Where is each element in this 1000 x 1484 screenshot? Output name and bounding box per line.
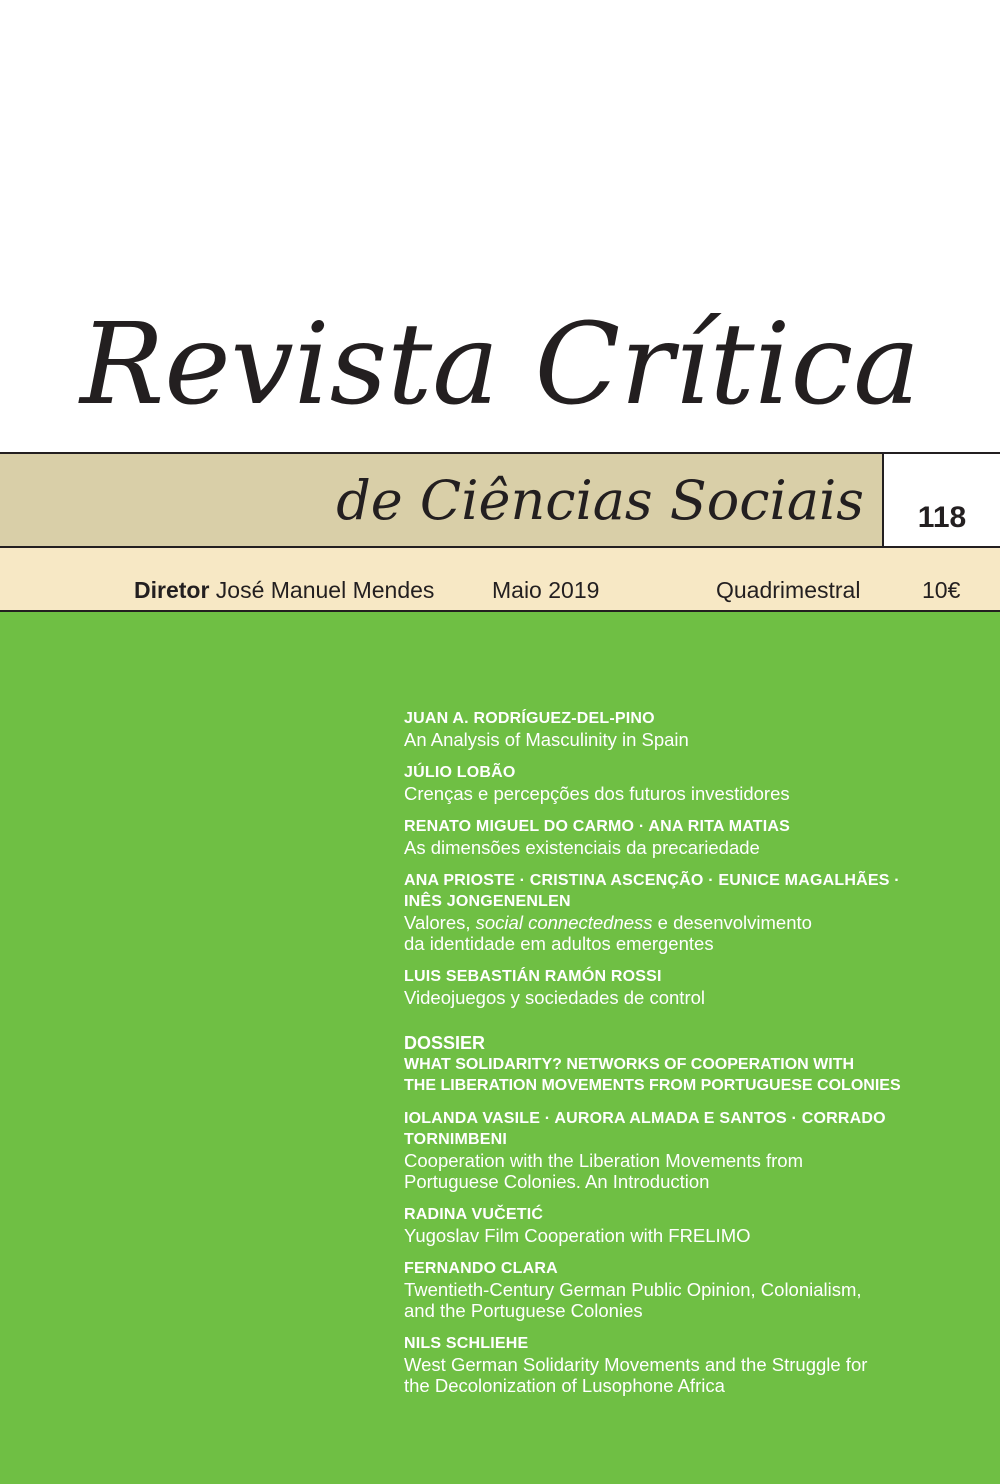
price: 10€ <box>922 577 961 603</box>
info-bar <box>0 548 1000 612</box>
toc-entry <box>404 966 964 1008</box>
toc-entry <box>404 1204 964 1246</box>
director-name: José Manuel Mendes <box>215 577 435 603</box>
article-author: JÚLIO LOBÃO <box>404 764 516 781</box>
director-credit <box>134 576 434 604</box>
article-author: RADINA VUČETIĆ <box>404 1206 544 1223</box>
article-author: ANA PRIOSTE · CRISTINA ASCENÇÃO · EUNICE MAGALHÃES · <box>404 872 900 889</box>
article-title: As dimensões existenciais da precariedade <box>404 837 760 858</box>
subtitle-band <box>0 452 882 548</box>
article-title: Videojuegos y sociedades de control <box>404 987 706 1008</box>
journal-title: Revista Crítica <box>80 300 920 430</box>
article-title-continued: da identidade em adultos emergentes <box>404 933 714 954</box>
toc-entry <box>404 708 964 750</box>
article-title-part: Valores, <box>404 912 476 933</box>
article-title: Crenças e percepções dos futuros investidores <box>404 783 790 804</box>
dossier-title <box>404 1054 964 1096</box>
article-author-continued: TORNIMBENI <box>404 1131 508 1148</box>
toc-entry <box>404 816 964 858</box>
article-author-continued: INÊS JONGENENLEN <box>404 893 571 910</box>
dossier-title-line: THE LIBERATION MOVEMENTS FROM PORTUGUESE COLONIES <box>404 1077 901 1094</box>
director-label: Diretor <box>134 577 210 603</box>
article-title: Cooperation with the Liberation Movements from <box>404 1150 803 1171</box>
toc-entry <box>404 870 964 954</box>
issue-date: Maio 2019 <box>492 577 600 603</box>
toc-entry <box>404 762 964 804</box>
article-title-continued: the Decolonization of Lusophone Africa <box>404 1375 725 1396</box>
article-title: West German Solidarity Movements and the Struggle for <box>404 1354 868 1375</box>
article-author: NILS SCHLIEHE <box>404 1335 529 1352</box>
dossier-title-line: WHAT SOLIDARITY? NETWORKS OF COOPERATION WITH <box>404 1056 855 1073</box>
article-title: Yugoslav Film Cooperation with FRELIMO <box>404 1225 751 1246</box>
article-title-continued: Portuguese Colonies. An Introduction <box>404 1171 710 1192</box>
issue-number: 118 <box>917 501 967 534</box>
issue-box <box>882 452 1000 548</box>
article-author: RENATO MIGUEL DO CARMO · ANA RITA MATIAS <box>404 818 791 835</box>
article-title <box>404 912 964 933</box>
article-title-part: e desenvolvimento <box>652 912 812 933</box>
article-author: LUIS SEBASTIÁN RAMÓN ROSSI <box>404 968 662 985</box>
article-title: An Analysis of Masculinity in Spain <box>404 729 689 750</box>
table-of-contents <box>404 708 964 1408</box>
article-title-italic: social connectedness <box>475 912 653 933</box>
toc-entry <box>404 1333 964 1396</box>
article-author: IOLANDA VASILE · AURORA ALMADA E SANTOS · CORRADO <box>404 1110 886 1127</box>
article-author: JUAN A. RODRÍGUEZ-DEL-PINO <box>404 710 655 727</box>
toc-entry <box>404 1258 964 1321</box>
toc-entry <box>404 1108 964 1192</box>
journal-subtitle: de Ciências Sociais <box>336 469 864 532</box>
article-title-continued: and the Portuguese Colonies <box>404 1300 643 1321</box>
dossier-heading: DOSSIER <box>404 1033 486 1053</box>
article-title: Twentieth-Century German Public Opinion, Colonialism, <box>404 1279 862 1300</box>
publication-frequency: Quadrimestral <box>716 577 861 603</box>
article-author: FERNANDO CLARA <box>404 1260 558 1277</box>
